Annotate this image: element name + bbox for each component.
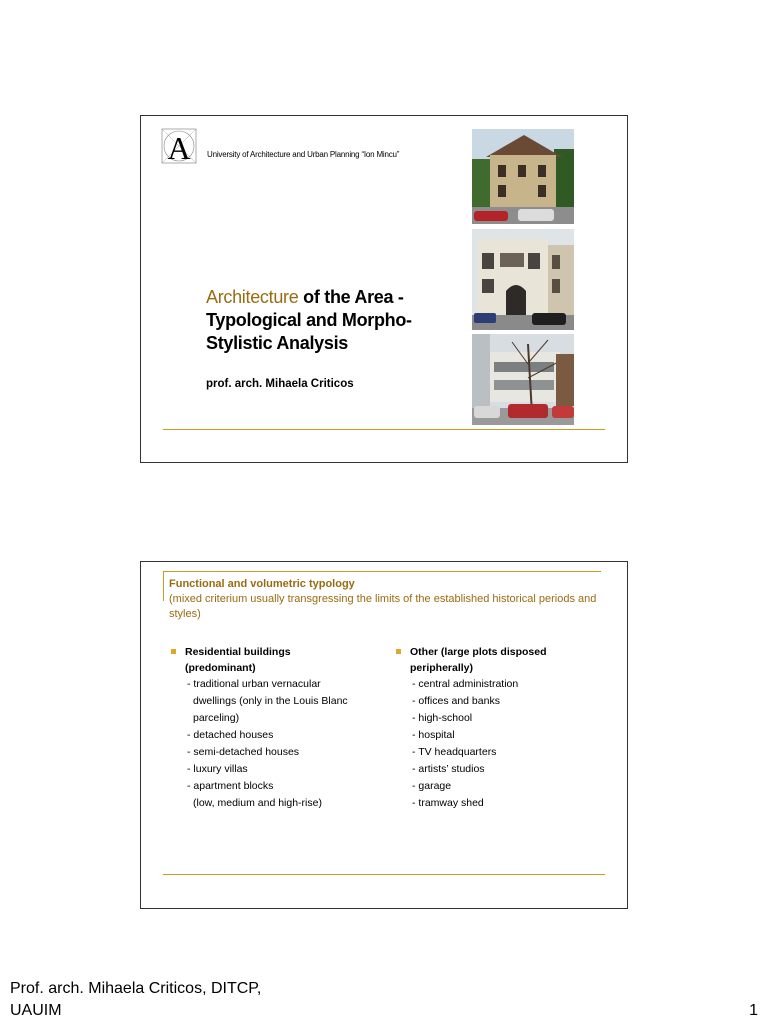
slide-heading bbox=[169, 577, 609, 622]
page-footer bbox=[10, 978, 261, 1022]
title-line-3: Stylistic Analysis bbox=[206, 333, 349, 353]
heading-line: Other (large plots disposed bbox=[410, 646, 547, 658]
title-line-2: Typological and Morpho- bbox=[206, 310, 412, 330]
street-view-photo bbox=[472, 334, 574, 425]
other-column bbox=[396, 644, 596, 812]
list-item: - artists’ studios bbox=[412, 763, 485, 775]
footer-line: UAUIM bbox=[10, 1002, 62, 1019]
list-item: - detached houses bbox=[187, 729, 274, 741]
heading-line: peripherally) bbox=[410, 662, 474, 674]
list-item: parceling) bbox=[193, 712, 240, 724]
bottom-rule bbox=[163, 874, 605, 875]
list-item: - luxury villas bbox=[187, 763, 248, 775]
list-item: dwellings (only in the Louis Blanc bbox=[193, 695, 348, 707]
page-number: 1 bbox=[749, 1002, 758, 1019]
logo-letter: A bbox=[167, 130, 191, 164]
list-item: - high-school bbox=[412, 712, 473, 724]
other-heading bbox=[396, 644, 596, 676]
residential-heading bbox=[171, 644, 371, 676]
list-item: - offices and banks bbox=[412, 695, 500, 707]
university-name: University of Architecture and Urban Planning “Ion Mincu” bbox=[207, 150, 400, 159]
list-item: (low, medium and high-rise) bbox=[193, 797, 322, 809]
list-item: - TV headquarters bbox=[412, 746, 497, 758]
author-name: prof. arch. Mihaela Criticos bbox=[206, 378, 354, 390]
title-top-rule bbox=[163, 571, 601, 572]
heading-line: (predominant) bbox=[185, 662, 256, 674]
bottom-rule bbox=[163, 429, 605, 430]
list-item: - tramway shed bbox=[412, 797, 484, 809]
presentation-title bbox=[206, 286, 466, 355]
footer-line: Prof. arch. Mihaela Criticos, DITCP, bbox=[10, 980, 262, 997]
title-part: of the Area - bbox=[298, 287, 404, 307]
title-accent: Architecture bbox=[206, 287, 299, 307]
residential-column bbox=[171, 644, 371, 812]
modernist-building-photo bbox=[472, 229, 574, 330]
villa-photo bbox=[472, 129, 574, 224]
slide-heading-title: Functional and volumetric typology bbox=[169, 578, 355, 590]
list-item: - semi-detached houses bbox=[187, 746, 300, 758]
list-item: - central administration bbox=[412, 678, 519, 690]
list-item: - hospital bbox=[412, 729, 455, 741]
slide-title bbox=[140, 115, 628, 463]
list-item: - garage bbox=[412, 780, 452, 792]
heading-line: Residential buildings bbox=[185, 646, 291, 658]
title-side-rule bbox=[163, 571, 164, 601]
slide-typology bbox=[140, 561, 628, 909]
list-item: - traditional urban vernacular bbox=[187, 678, 321, 690]
slide-heading-subtitle: (mixed criterium usually transgressing the limits of the established historical periods and styles) bbox=[169, 593, 597, 620]
list-item: - apartment blocks bbox=[187, 780, 274, 792]
university-logo bbox=[161, 128, 197, 164]
